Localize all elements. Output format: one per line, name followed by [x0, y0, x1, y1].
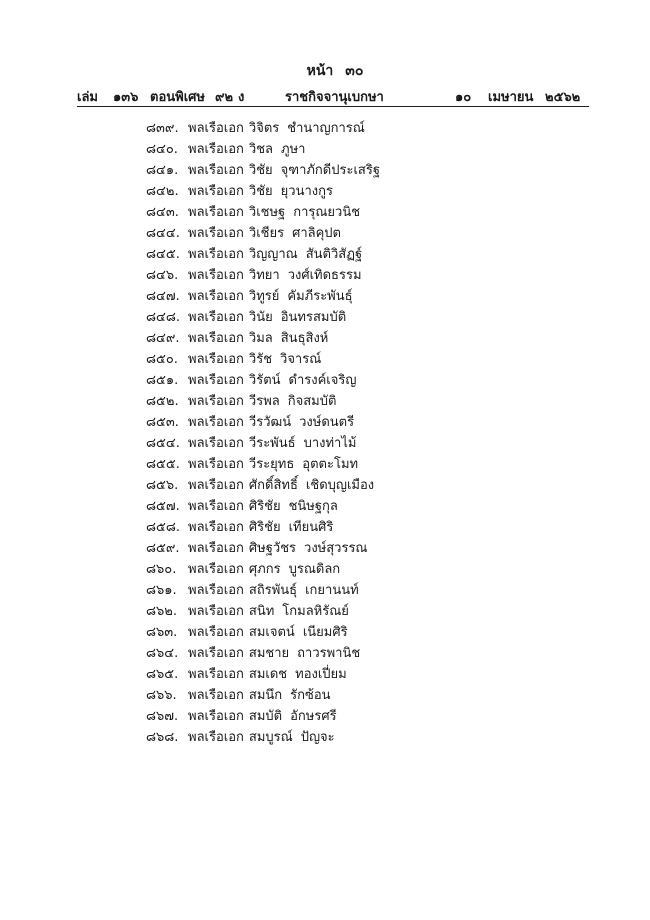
- entry-rank: พลเรือเอก: [188, 499, 244, 514]
- entry-number: ๘๕๔.: [146, 436, 180, 451]
- entry-last-name: ชนิษฐกุล: [288, 499, 338, 514]
- entry-first-name: วิมล: [248, 331, 273, 346]
- entry-first-name: ศิริชัย: [248, 520, 281, 535]
- list-item: [146, 643, 380, 664]
- list-item: [146, 328, 380, 349]
- entry-rank: พลเรือเอก: [188, 709, 244, 724]
- list-item: [146, 517, 380, 538]
- entry-first-name: วิญญาณ: [248, 247, 298, 262]
- volume-label: เล่ม: [77, 90, 98, 105]
- entry-number: ๘๔๙.: [146, 331, 180, 346]
- list-item: [146, 475, 380, 496]
- entry-rank: พลเรือเอก: [188, 352, 244, 367]
- entry-rank: พลเรือเอก: [188, 520, 244, 535]
- entry-first-name: ศุภกร: [248, 562, 281, 577]
- entry-last-name: คัมภีระพันธุ์: [287, 289, 353, 304]
- entry-first-name: วิเชษฐ: [248, 205, 286, 220]
- entry-last-name: โกมลหิรัณย์: [282, 604, 349, 619]
- entry-first-name: วีรวัฒน์: [248, 415, 292, 430]
- list-item: [146, 265, 380, 286]
- page-number: [0, 60, 650, 82]
- entry-number: ๘๖๘.: [146, 730, 179, 745]
- entry-rank: พลเรือเอก: [188, 625, 244, 640]
- entry-first-name: สถิรพันธุ์: [248, 583, 298, 598]
- entry-last-name: รักซ้อน: [290, 688, 331, 703]
- list-item: [146, 370, 380, 391]
- entry-number: ๘๕๖.: [146, 478, 179, 493]
- entry-rank: พลเรือเอก: [188, 688, 244, 703]
- header-divider: [77, 106, 589, 107]
- entry-rank: พลเรือเอก: [188, 583, 244, 598]
- entry-first-name: วิชัย: [248, 163, 273, 178]
- entry-first-name: วินัย: [248, 310, 273, 325]
- entry-first-name: สนิท: [248, 604, 275, 619]
- entry-rank: พลเรือเอก: [188, 541, 244, 556]
- section-number: ๙๒: [215, 90, 234, 105]
- entry-first-name: วิเชียร: [248, 226, 285, 241]
- entry-last-name: กิจสมบัติ: [287, 394, 337, 409]
- entry-number: ๘๕๘.: [146, 520, 181, 535]
- entry-first-name: วีรพล: [248, 394, 280, 409]
- entry-rank: พลเรือเอก: [188, 226, 244, 241]
- entry-number: ๘๖๕.: [146, 667, 179, 682]
- entry-number: ๘๕๒.: [146, 394, 179, 409]
- entry-last-name: วงศ์เทิดธรรม: [287, 268, 362, 283]
- list-item: [146, 307, 380, 328]
- entry-rank: พลเรือเอก: [188, 163, 244, 178]
- entry-rank: พลเรือเอก: [188, 373, 244, 388]
- entry-rank: พลเรือเอก: [188, 331, 244, 346]
- entry-rank: พลเรือเอก: [188, 184, 244, 199]
- entry-first-name: ศิริชัย: [248, 499, 281, 514]
- entry-rank: พลเรือเอก: [188, 730, 244, 745]
- list-item: [146, 454, 380, 475]
- list-item: [146, 202, 380, 223]
- list-item: [146, 664, 380, 685]
- entry-last-name: สินธุสิงห์: [280, 331, 329, 346]
- list-item: [146, 181, 380, 202]
- entry-last-name: เชิดบุญเมือง: [305, 478, 375, 493]
- list-item: [146, 118, 380, 139]
- list-item: [146, 286, 380, 307]
- entry-rank: พลเรือเอก: [188, 646, 244, 661]
- entry-first-name: วีระพันธ์: [248, 436, 296, 451]
- entry-number: ๘๖๑.: [146, 583, 177, 598]
- publication-name: ราชกิจจานุเบกษา: [285, 90, 384, 105]
- entry-rank: พลเรือเอก: [188, 562, 244, 577]
- list-item: [146, 622, 380, 643]
- entry-number: ๘๕๑.: [146, 373, 179, 388]
- entry-number: ๘๖๐.: [146, 562, 177, 577]
- entry-last-name: วงษ์สุวรรณ: [304, 541, 368, 556]
- entry-last-name: เทียนศิริ: [288, 520, 334, 535]
- entry-rank: พลเรือเอก: [188, 289, 244, 304]
- entry-first-name: สมบัติ: [248, 709, 283, 724]
- list-item: [146, 223, 380, 244]
- entry-first-name: ศิษฐวัชร: [248, 541, 297, 556]
- entry-rank: พลเรือเอก: [188, 478, 244, 493]
- list-item: [146, 349, 380, 370]
- date-year: ๒๕๖๒: [545, 90, 581, 105]
- entry-number: ๘๔๐.: [146, 142, 178, 157]
- entry-last-name: วงษ์ดนตรี: [299, 415, 355, 430]
- running-header: [77, 86, 589, 104]
- section-suffix: ง: [238, 90, 245, 105]
- entry-last-name: อุตตะโมท: [302, 457, 359, 472]
- entry-number: ๘๔๗.: [146, 289, 180, 304]
- entry-first-name: วิทูรย์: [248, 289, 280, 304]
- entry-number: ๘๔๖.: [146, 268, 179, 283]
- entry-rank: พลเรือเอก: [188, 310, 244, 325]
- entry-last-name: ศาลิคุปต: [292, 226, 341, 241]
- entry-rank: พลเรือเอก: [188, 436, 244, 451]
- page-label: หน้า: [306, 63, 334, 79]
- entry-rank: พลเรือเอก: [188, 604, 244, 619]
- list-item: [146, 496, 380, 517]
- entry-last-name: บางท่าไม้: [303, 436, 357, 451]
- entry-last-name: วิจารณ์: [280, 352, 322, 367]
- entry-last-name: อักษรศรี: [290, 709, 337, 724]
- entry-rank: พลเรือเอก: [188, 142, 244, 157]
- entry-number: ๘๔๕.: [146, 247, 180, 262]
- entry-last-name: จุฑาภักดีประเสริฐ: [280, 163, 380, 178]
- entry-number: ๘๕๕.: [146, 457, 180, 472]
- entry-first-name: สมเจตน์: [248, 625, 295, 640]
- entry-first-name: สมนึก: [248, 688, 283, 703]
- entry-number: ๘๖๖.: [146, 688, 177, 703]
- list-item: [146, 412, 380, 433]
- entry-first-name: สมบูรณ์: [248, 730, 293, 745]
- entry-last-name: เนียมศิริ: [302, 625, 348, 640]
- entry-first-name: วิรัช: [248, 352, 273, 367]
- list-item: [146, 244, 380, 265]
- entry-last-name: ถาวรพานิช: [297, 646, 361, 661]
- list-item: [146, 139, 380, 160]
- entry-number: ๘๕๙.: [146, 541, 180, 556]
- entry-rank: พลเรือเอก: [188, 667, 244, 682]
- list-item: [146, 580, 380, 601]
- entry-last-name: ดำรงค์เจริญ: [288, 373, 357, 388]
- entry-number: ๘๖๒.: [146, 604, 177, 619]
- entry-number: ๘๕๓.: [146, 415, 179, 430]
- entry-first-name: วิรัตน์: [248, 373, 281, 388]
- date-day: ๑๐: [455, 90, 472, 105]
- entry-last-name: ชำนาญการณ์: [287, 121, 365, 136]
- date-month: เมษายน: [488, 90, 534, 105]
- list-item: [146, 685, 380, 706]
- entry-number: ๘๓๙.: [146, 121, 179, 136]
- entry-number: ๘๖๗.: [146, 709, 179, 724]
- list-item: [146, 433, 380, 454]
- page-value: ๓๐: [345, 63, 364, 79]
- entry-last-name: ภูษา: [281, 142, 306, 157]
- volume-number: ๑๓๖: [113, 90, 139, 105]
- entry-first-name: วิชัย: [248, 184, 273, 199]
- entry-number: ๘๔๔.: [146, 226, 180, 241]
- section-label: ตอนพิเศษ: [150, 90, 205, 105]
- entry-rank: พลเรือเอก: [188, 415, 244, 430]
- list-item: [146, 160, 380, 181]
- entry-first-name: วิจิตร: [248, 121, 280, 136]
- entry-number: ๘๕๗.: [146, 499, 180, 514]
- entry-rank: พลเรือเอก: [188, 205, 244, 220]
- entry-last-name: ปัญจะ: [300, 730, 335, 745]
- entry-number: ๘๕๐.: [146, 352, 178, 367]
- list-item: [146, 706, 380, 727]
- entry-rank: พลเรือเอก: [188, 247, 244, 262]
- entry-last-name: บูรณดิลก: [288, 562, 341, 577]
- entry-first-name: วีระยุทธ: [248, 457, 295, 472]
- entry-rank: พลเรือเอก: [188, 394, 244, 409]
- entry-last-name: ทองเปี่ยม: [295, 667, 347, 682]
- entry-first-name: สมชาย: [248, 646, 290, 661]
- entry-last-name: อินทรสมบัติ: [280, 310, 347, 325]
- list-item: [146, 727, 380, 748]
- entry-first-name: วิชล: [248, 142, 273, 157]
- name-list: [146, 118, 380, 748]
- entry-first-name: วิทยา: [248, 268, 280, 283]
- entry-last-name: ยุวนางกูร: [280, 184, 333, 199]
- list-item: [146, 391, 380, 412]
- entry-number: ๘๔๓.: [146, 205, 179, 220]
- entry-number: ๘๖๓.: [146, 625, 178, 640]
- entry-first-name: สมเดช: [248, 667, 288, 682]
- entry-last-name: เกยานนท์: [305, 583, 359, 598]
- list-item: [146, 559, 380, 580]
- entry-last-name: การุณยวนิช: [293, 205, 361, 220]
- list-item: [146, 601, 380, 622]
- entry-number: ๘๖๔.: [146, 646, 179, 661]
- entry-rank: พลเรือเอก: [188, 457, 244, 472]
- entry-rank: พลเรือเอก: [188, 268, 244, 283]
- entry-number: ๘๔๑.: [146, 163, 179, 178]
- entry-first-name: ศักดิ์สิทธิ์: [248, 478, 298, 493]
- entry-number: ๘๔๘.: [146, 310, 181, 325]
- entry-rank: พลเรือเอก: [188, 121, 244, 136]
- entry-number: ๘๔๒.: [146, 184, 179, 199]
- entry-last-name: สันติวิสัฏฐ์: [305, 247, 363, 262]
- list-item: [146, 538, 380, 559]
